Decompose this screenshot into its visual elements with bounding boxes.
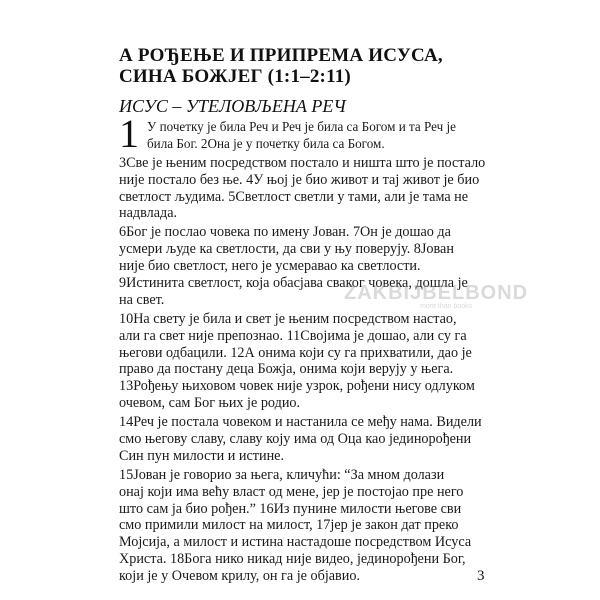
body-line: смо његову славу, славу коју има од Оца као јединорођени — [119, 431, 472, 448]
chapter-title — [119, 45, 539, 87]
body-line: усмери људе ка светлости, да сви у њу поверују. 8Јован — [119, 241, 454, 258]
body-line: али га свет није препознао. 11Својима је дошао, али су га — [119, 327, 467, 344]
page-number: 3 — [477, 568, 485, 584]
body-line: очевом, сам Бог њих је родио. — [119, 395, 301, 412]
body-line: 10На свету је била и свет је њеним посредством настао, — [119, 310, 457, 327]
body-line: У почетку је била Реч и Реч је била са Богом и та Реч је — [147, 119, 456, 134]
body-line: Христа. 18Бога нико никад није видео, јединорођени Бог, — [119, 551, 466, 568]
body-line: који је у Очевом крилу, он га је објавио. — [119, 568, 360, 585]
chapter-title-line2: СИНА БОЖЈЕГ (1:1–2:11) — [119, 66, 351, 87]
body-line: смо примили милост на милост, 17јер је закон дат преко — [119, 517, 459, 534]
body-line: није био светлост, него је усмеравао ка светлости. — [119, 258, 421, 275]
body-line: била Бог. 2Она је у почетку била са Богом. — [147, 135, 385, 151]
body-line: што сам ја био рођен.” 16Из пунине милости његове сви — [119, 500, 462, 517]
body-line: 9Истинита светлост, која обасјава сваког човека, дошла је — [119, 275, 468, 292]
body-line: 13Рођењу њиховом човек није узрок, рођени нису одлуком — [119, 378, 475, 395]
scripture-body-text — [119, 119, 497, 585]
body-line: није постало без ње. 4У њој је био живот и тај живот је био — [119, 171, 480, 188]
body-line: 14Реч је постала човеком и настанила се међу нама. Видели — [119, 414, 482, 431]
body-line: Син пун милости и истине. — [119, 447, 285, 464]
chapter-title-line1: А РОЂЕЊЕ И ПРИПРЕМА ИСУСА, — [119, 45, 443, 66]
body-line: право да постану деца Божја, онима који верују у њега. — [119, 361, 454, 378]
body-line: на свет. — [119, 291, 165, 308]
body-line: Мојсија, а милост и истина настадоше посредством Исуса — [119, 534, 472, 551]
body-line: његови одбацили. 12А онима који су га прихватили, дао је — [119, 344, 472, 361]
body-line: 6Бог је послао човека по имену Јован. 7Он је дошао да — [119, 224, 451, 241]
body-line: 3Све је њеним посредством постало и ништа што је постало — [119, 154, 486, 171]
chapter-number-drop-cap: 1 — [119, 111, 139, 156]
watermark-logo: ZAKBIJBELBOND — [344, 282, 529, 304]
section-heading: ИСУС – УТЕЛОВЉЕНА РЕЧ — [119, 96, 346, 116]
body-line: онај који има већу власт од мене, јер је постојао пре него — [119, 483, 464, 500]
body-line: светлост људима. 5Светлост светли у тами, али је тама не — [119, 188, 469, 205]
body-line: надвлада. — [119, 205, 178, 222]
watermark-tagline: more than books — [420, 303, 473, 310]
body-line: 15Јован је говорио за њега, кличући: “За мном долази — [119, 466, 445, 483]
